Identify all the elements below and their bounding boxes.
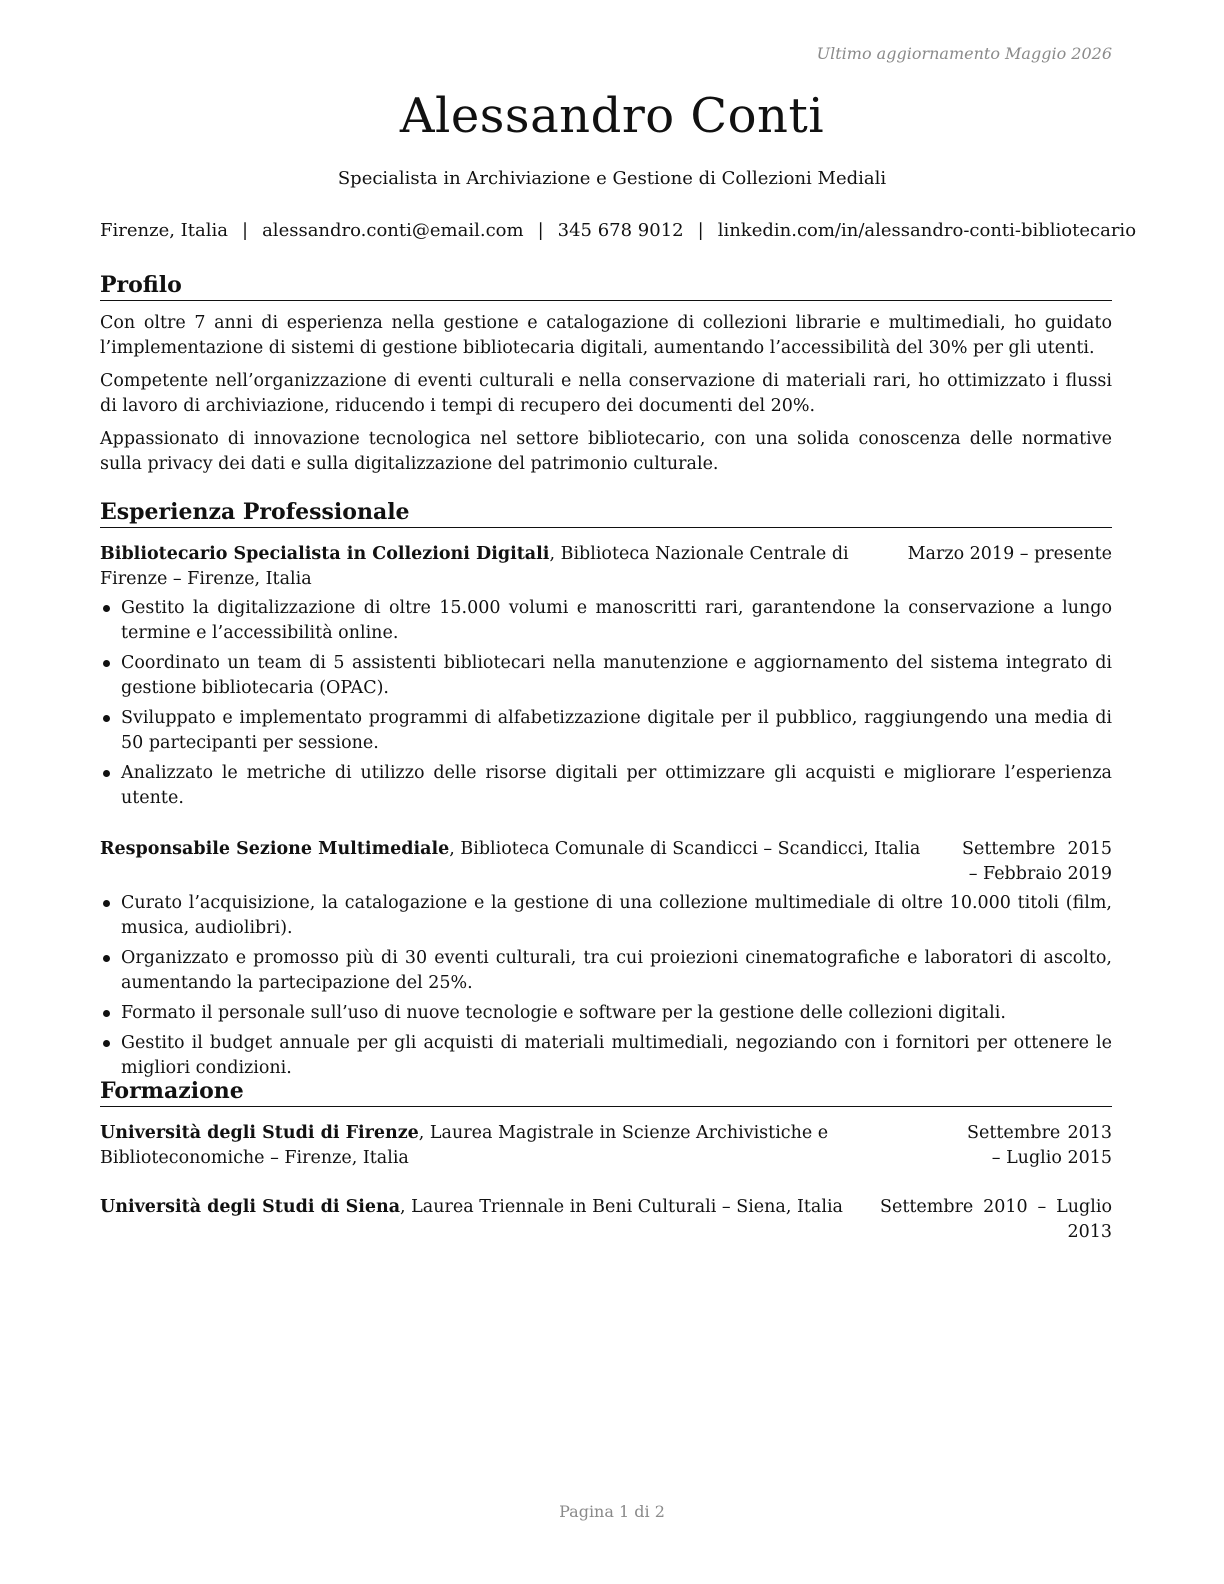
list-item: Gestito il budget annuale per gli acquisti di materiali multimediali, negoziando con i fornitori per ottenere le migliori condizioni. — [100, 1031, 1112, 1081]
list-item: Curato l’acquisizione, la catalogazione e la gestione di una collezione multimediale di oltre 10.000 titoli (film, musica, audiolibri). — [100, 891, 1112, 941]
job-organization: , Biblioteca Comunale di Scandicci – Scandicci, Italia — [449, 839, 921, 859]
profile-section — [100, 271, 1112, 477]
job-header — [100, 837, 1112, 887]
section-title-education: Formazione — [100, 1077, 1112, 1107]
section-title-experience: Esperienza Professionale — [100, 498, 1112, 528]
bullet-icon — [103, 770, 110, 777]
section-title-profile: Profilo — [100, 271, 1112, 301]
bullet-icon — [103, 1040, 110, 1047]
job-role-line — [100, 542, 884, 592]
profile-paragraph: Con oltre 7 anni di esperienza nella gestione e catalogazione di collezioni librarie e multimediali, ho guidato l’implementazione di sistemi di gestione bibliotecaria digitali, aumentando l’accessibilità del 30% per gli utenti. — [100, 313, 1112, 358]
job-entry — [100, 542, 1112, 811]
candidate-name: Alessandro Conti — [399, 88, 825, 144]
bullet-icon — [103, 1010, 110, 1017]
contact-phone: 345 678 9012 — [557, 220, 684, 241]
page-number: Pagina 1 di 2 — [559, 1502, 665, 1521]
last-updated: Ultimo aggiornamento Maggio 2026 — [816, 44, 1112, 63]
profile-paragraph: Competente nell’organizzazione di eventi culturali e nella conservazione di materiali rari, ho ottimizzato i flussi di lavoro di archiviazione, riducendo i tempi di recupero dei documenti del 20%. — [100, 371, 1112, 416]
education-degree-line — [100, 1195, 872, 1220]
bullet-icon — [103, 605, 110, 612]
job-entry — [100, 837, 1112, 1081]
contact-separator: | — [697, 220, 704, 241]
bullet-icon — [103, 715, 110, 722]
list-item: Organizzato e promosso più di 30 eventi culturali, tra cui proiezioni cinematografiche e laboratori di ascolto, aumentando la partecipazione del 25%. — [100, 946, 1112, 996]
job-role: Responsabile Sezione Multimediale — [100, 839, 450, 859]
job-role: Bibliotecario Specialista in Collezioni Digitali — [100, 544, 550, 564]
list-item: Sviluppato e implementato programmi di alfabetizzazione digitale per il pubblico, raggiungendo una media di 50 partecipanti per sessione. — [100, 706, 1112, 756]
list-item: Formato il personale sull’uso di nuove tecnologie e software per la gestione delle collezioni digitali. — [100, 1001, 1112, 1026]
contact-location: Firenze, Italia — [100, 220, 228, 241]
education-entry — [100, 1121, 1112, 1171]
list-item: Analizzato le metriche di utilizzo delle risorse digitali per ottimizzare gli acquisti e migliorare l’esperienza utente. — [100, 761, 1112, 811]
job-bullets — [100, 891, 1112, 1081]
bullet-icon — [103, 660, 110, 667]
contact-separator: | — [537, 220, 544, 241]
contact-separator: | — [242, 220, 249, 241]
contact-linkedin[interactable]: linkedin.com/in/alessandro-conti-bibliotecario — [717, 220, 1137, 241]
list-item: Gestito la digitalizzazione di oltre 15.000 volumi e manoscritti rari, garantendone la conservazione a lungo termine e l’accessibilità online. — [100, 596, 1112, 646]
list-item: Coordinato un team di 5 assistenti bibliotecari nella manutenzione e aggiornamento del sistema integrato di gestione bibliotecaria (OPAC). — [100, 651, 1112, 701]
job-dates: Marzo 2019 – presente — [907, 544, 1112, 564]
bullet-icon — [103, 955, 110, 962]
job-bullets — [100, 596, 1112, 811]
bullet-icon — [103, 900, 110, 907]
education-dates: Settembre 2010 – Luglio 2013 — [880, 1197, 1112, 1242]
contact-email[interactable]: alessandro.conti@email.com — [262, 220, 524, 241]
contact-line — [100, 220, 1137, 241]
education-entry — [100, 1195, 1112, 1245]
education-section — [100, 1077, 1112, 1245]
education-degree: , Laurea Magistrale in Scienze Archivistiche e Biblioteconomiche – Firenze, Italia — [100, 1123, 829, 1168]
job-dates: Settembre 2015 – Febbraio 2019 — [962, 839, 1112, 884]
experience-section — [100, 498, 1112, 1086]
education-degree: , Laurea Triennale in Beni Culturali – Siena, Italia — [400, 1197, 843, 1217]
job-organization: , Biblioteca Nazionale Centrale di Firenze – Firenze, Italia — [100, 544, 849, 589]
profile-paragraph: Appassionato di innovazione tecnologica nel settore bibliotecario, con una solida conoscenza delle normative sulla privacy dei dati e sulla digitalizzazione del patrimonio culturale. — [100, 429, 1112, 474]
job-role-line — [100, 837, 954, 862]
education-dates: Settembre 2013 – Luglio 2015 — [967, 1123, 1112, 1168]
education-school: Università degli Studi di Firenze — [100, 1123, 419, 1143]
education-degree-line — [100, 1121, 959, 1171]
job-header — [100, 542, 1112, 592]
candidate-headline: Specialista in Archiviazione e Gestione di Collezioni Mediali — [337, 168, 887, 189]
education-school: Università degli Studi di Siena — [100, 1197, 401, 1217]
